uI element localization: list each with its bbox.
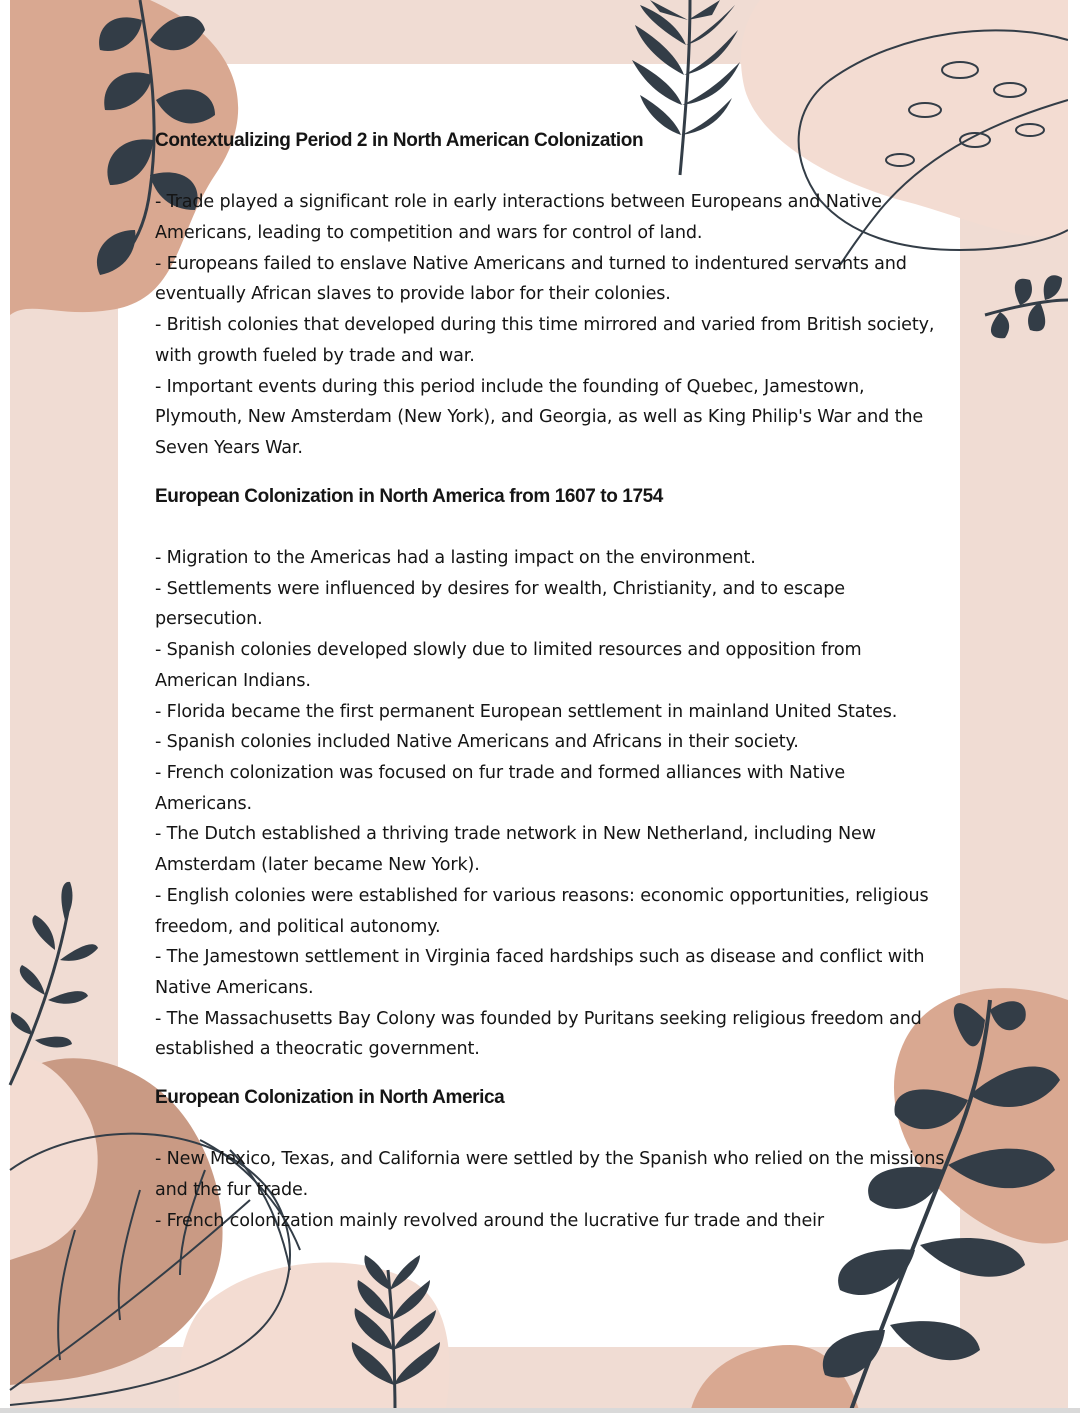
bullet-item: - Spanish colonies included Native Americans and Africans in their society. (155, 732, 799, 753)
bullet-item: - Migration to the Americas had a lasting impact on the environment. (155, 548, 756, 569)
bullet-item: - Spanish colonies developed slowly due to limited resources and opposition from American Indians. (155, 640, 862, 691)
bullet-item: - French colonization mainly revolved around the lucrative fur trade and their (155, 1210, 824, 1231)
bullet-item: - Trade played a significant role in early interactions between Europeans and Native Americans, leading to competition and wars for control of land. (155, 192, 882, 244)
bullet-list (155, 543, 945, 1065)
section-colonization-north-america (155, 1083, 945, 1236)
bullet-item: - New Mexico, Texas, and California were settled by the Spanish who relied on the missions and the fur trade. (155, 1149, 945, 1201)
bullet-list (155, 187, 945, 463)
bullet-item: - Settlements were influenced by desires for wealth, Christianity, and to escape persecution. (155, 578, 845, 630)
section-heading: European Colonization in North America (155, 1087, 505, 1109)
document-body (155, 126, 945, 1237)
page-right-edge (1068, 0, 1080, 1413)
bullet-item: - Important events during this period include the founding of Quebec, Jamestown, Plymouth, New Amsterdam (New York), and Georgia, as well as King Philip's War and the Seven Years War. (155, 376, 924, 458)
section-contextualizing (155, 126, 945, 464)
bullet-item: - French colonization was focused on fur trade and formed alliances with Native Americans. (155, 763, 846, 814)
section-colonization-1607-1754 (155, 482, 945, 1065)
bullet-item: - The Dutch established a thriving trade network in New Netherland, including New Amsterdam (later became New York). (155, 824, 876, 876)
section-heading: European Colonization in North America from 1607 to 1754 (155, 485, 663, 507)
bullet-item: - British colonies that developed during this time mirrored and varied from British society, with growth fueled by trade and war. (155, 315, 935, 366)
bullet-list (155, 1144, 945, 1236)
bullet-item: - The Massachusetts Bay Colony was founded by Puritans seeking religious freedom and established a theocratic government. (155, 1008, 922, 1060)
bullet-item: - The Jamestown settlement in Virginia faced hardships such as disease and conflict with Native Americans. (155, 947, 925, 998)
bullet-item: - Europeans failed to enslave Native Americans and turned to indentured servants and eventually African slaves to provide labor for their colonies. (155, 253, 907, 305)
bullet-item: - Florida became the first permanent European settlement in mainland United States. (155, 701, 898, 722)
bullet-item: - English colonies were established for various reasons: economic opportunities, religious freedom, and political autonomy. (155, 885, 929, 937)
section-heading: Contextualizing Period 2 in North American Colonization (155, 130, 644, 151)
page-bottom-edge (0, 1408, 1080, 1413)
